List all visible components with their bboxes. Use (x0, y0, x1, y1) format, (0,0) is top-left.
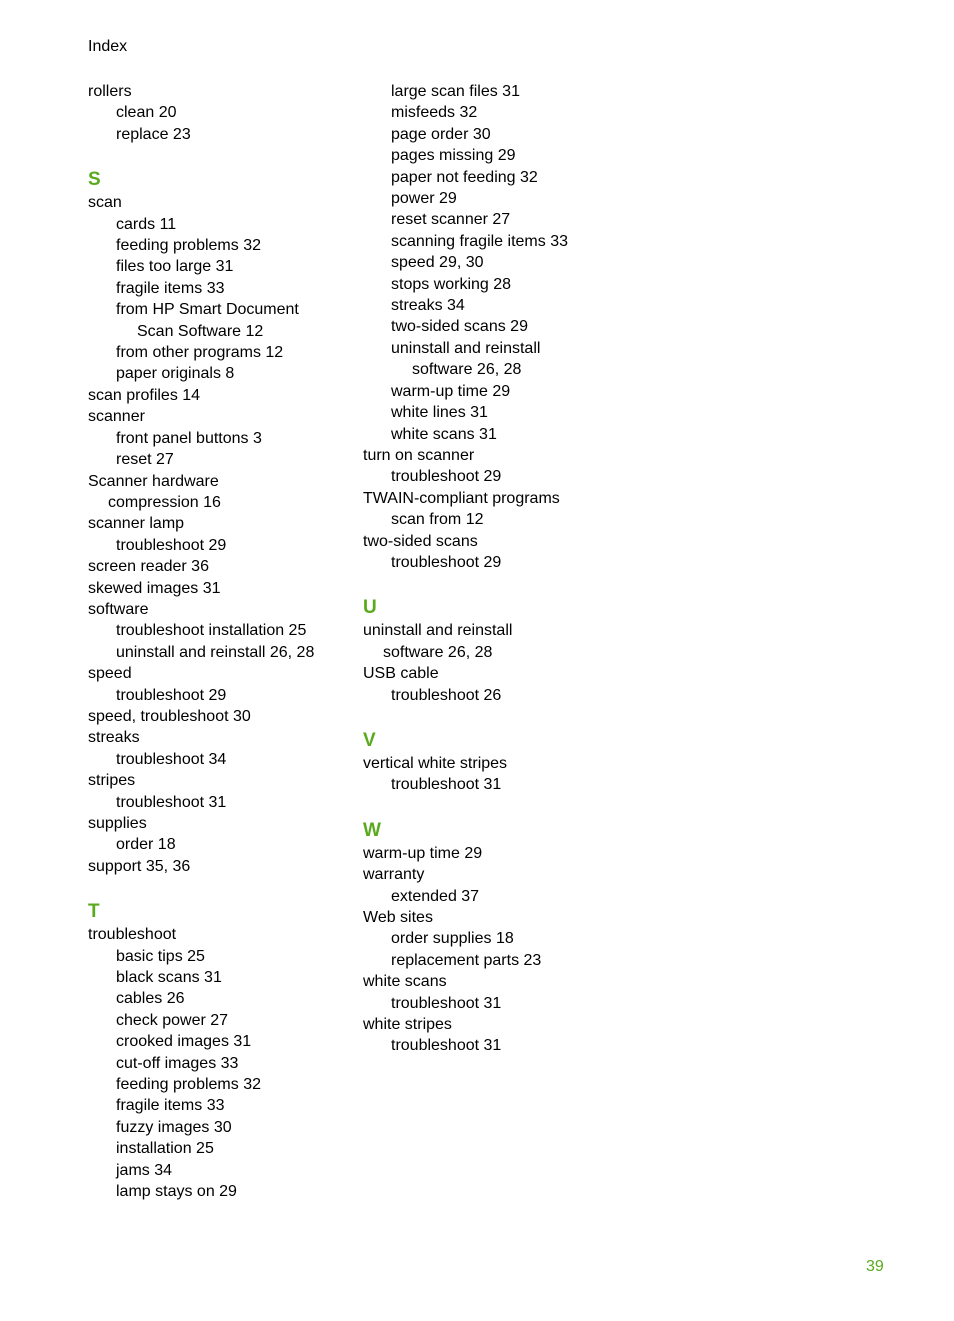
index-subentry: paper originals 8 (116, 365, 235, 383)
index-subentry: speed 29, 30 (391, 254, 484, 272)
index-subentry: misfeeds 32 (391, 104, 478, 122)
index-entry: scan profiles 14 (88, 386, 201, 404)
index-entry: Web sites (363, 909, 433, 926)
index-subentry: large scan files 31 (391, 83, 520, 100)
index-subentry: troubleshoot 26 (391, 686, 502, 704)
page-number: 39 (866, 1258, 884, 1275)
index-entry: troubleshoot (88, 926, 177, 944)
index-subentry: troubleshoot 29 (116, 686, 227, 704)
index-subentry: cut-off images 33 (116, 1054, 239, 1072)
index-subentry: streaks 34 (391, 297, 465, 315)
index-entry: scanner (88, 408, 145, 426)
index-subentry: warm-up time 29 (391, 382, 511, 400)
index-entry: white stripes (363, 1016, 452, 1034)
index-entry: speed (88, 665, 132, 683)
index-entry: scanner lamp (88, 515, 185, 533)
index-subentry: reset scanner 27 (391, 211, 511, 229)
index-entry: screen reader 36 (88, 558, 209, 576)
index-subentry: cards 11 (116, 215, 177, 233)
index-column-left (88, 81, 358, 1203)
index-entry: turn on scanner (363, 446, 475, 464)
running-head: Index (88, 38, 128, 55)
index-entry: USB cable (363, 665, 439, 683)
index-entry: warranty (363, 866, 425, 884)
index-subentry: troubleshoot 31 (116, 793, 227, 811)
index-entry: software 26, 28 (383, 643, 493, 661)
index-subentry: order supplies 18 (391, 930, 514, 948)
index-entry: skewed images 31 (88, 579, 221, 597)
index-entry: two-sided scans (363, 532, 478, 550)
index-subentry: white lines 31 (391, 404, 488, 422)
index-entry: vertical white stripes (363, 754, 508, 772)
index-entry: white scans (363, 973, 447, 991)
index-subentry: page order 30 (391, 125, 491, 143)
index-entry: rollers (88, 83, 132, 100)
index-subentry: feeding problems 32 (116, 237, 261, 255)
index-subentry: two-sided scans 29 (391, 318, 528, 336)
index-letter-heading: W (363, 819, 381, 841)
index-subentry: check power 27 (116, 1011, 229, 1029)
index-subentry: paper not feeding 32 (391, 168, 538, 186)
index-entry: uninstall and reinstall (363, 622, 513, 640)
index-subentry: troubleshoot 31 (391, 776, 502, 794)
index-subentry: feeding problems 32 (116, 1076, 261, 1094)
index-subentry: fuzzy images 30 (116, 1118, 232, 1136)
index-entry: streaks (88, 729, 140, 747)
index-subentry: troubleshoot 31 (391, 1037, 502, 1055)
index-subentry: troubleshoot 29 (391, 553, 502, 571)
index-subentry: black scans 31 (116, 969, 222, 987)
index-subentry: clean 20 (116, 104, 177, 122)
index-subentry: replace 23 (116, 125, 191, 143)
index-subentry: pages missing 29 (391, 147, 516, 165)
index-subentry: lamp stays on 29 (116, 1183, 237, 1201)
index-subentry: scanning fragile items 33 (391, 232, 568, 250)
index-subentry: order 18 (116, 836, 176, 854)
index-subentry: reset 27 (116, 451, 174, 469)
index-subentry: fragile items 33 (116, 279, 225, 297)
index-entry: warm-up time 29 (363, 844, 483, 862)
index-subentry: jams 34 (116, 1161, 173, 1179)
index-subentry: troubleshoot 29 (116, 536, 227, 554)
index-subentry: from other programs 12 (116, 344, 284, 362)
index-subentry: scan from 12 (391, 511, 484, 529)
index-entry: stripes (88, 772, 136, 790)
index-subentry: troubleshoot 29 (391, 468, 502, 486)
index-subentry: replacement parts 23 (391, 951, 542, 969)
index-column-right (363, 81, 663, 1057)
index-entry: TWAIN-compliant programs (363, 489, 560, 507)
index-subentry: troubleshoot 31 (391, 994, 502, 1012)
index-subentry: uninstall and reinstall 26, 28 (116, 643, 315, 661)
index-letter-heading: V (363, 729, 376, 751)
index-subentry: crooked images 31 (116, 1033, 252, 1051)
index-entry: scan (88, 194, 122, 212)
index-subentry: from HP Smart Document (116, 301, 299, 319)
index-entry: speed, troubleshoot 30 (88, 707, 251, 725)
index-subentry: cables 26 (116, 990, 185, 1008)
index-entry: Scanner hardware (88, 472, 219, 490)
index-entry: support 35, 36 (88, 857, 191, 875)
index-subentry: power 29 (391, 190, 457, 208)
index-letter-heading: T (88, 901, 100, 923)
index-subentry: extended 37 (391, 887, 480, 905)
index-subentry: Scan Software 12 (137, 322, 264, 340)
index-subentry: basic tips 25 (116, 947, 205, 965)
index-subentry: white scans 31 (391, 425, 497, 443)
index-entry: software (88, 600, 149, 618)
index-letter-heading: S (88, 169, 101, 191)
index-letter-heading: U (363, 597, 377, 619)
index-entry: compression 16 (108, 493, 221, 511)
index-subentry: stops working 28 (391, 275, 512, 293)
index-subentry: front panel buttons 3 (116, 429, 262, 447)
index-subentry: software 26, 28 (412, 361, 522, 379)
index-subentry: troubleshoot installation 25 (116, 622, 307, 640)
index-subentry: uninstall and reinstall (391, 339, 541, 357)
index-entry: supplies (88, 815, 147, 832)
index-subentry: installation 25 (116, 1140, 214, 1158)
index-subentry: troubleshoot 34 (116, 750, 227, 768)
index-subentry: fragile items 33 (116, 1097, 225, 1115)
index-subentry: files too large 31 (116, 258, 234, 276)
